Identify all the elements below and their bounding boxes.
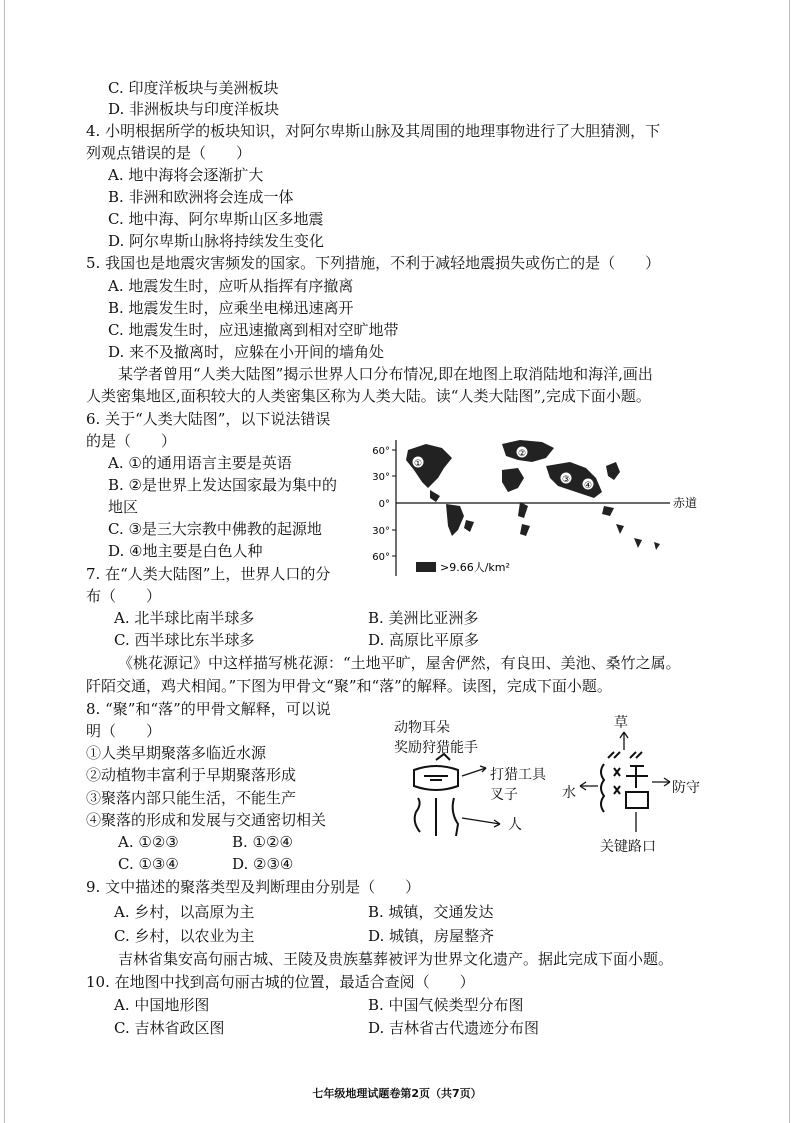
q4-option-a: A. 地中海将会逐渐扩大 [108, 166, 264, 184]
q6-stem-cont: 的是（ ） [86, 432, 177, 450]
q5-option-c: C. 地震发生时，应迅速撤离到相对空旷地带 [108, 321, 399, 339]
q3-option-c: C. 印度洋板块与美洲板块 [108, 79, 279, 97]
q9-option-c: C. 乡村，以农业为主 [114, 927, 255, 945]
q6-option-d: D. ④地主要是白色人种 [108, 542, 263, 560]
q10-option-b: B. 中国气候类型分布图 [368, 996, 524, 1014]
luo-character-glyph [574, 730, 678, 836]
q8-statement-3: ③聚落内部只能生活，不能生产 [86, 789, 297, 807]
q5-option-a: A. 地震发生时，应听从指挥有序撤离 [108, 277, 354, 295]
q6-option-c: C. ③是三大宗教中佛教的起源地 [108, 520, 322, 538]
q4-option-b: B. 非洲和欧洲将会连成一体 [108, 188, 294, 206]
q6-option-b-cont: 地区 [108, 498, 139, 516]
q9-option-a: A. 乡村，以高原为主 [114, 903, 255, 921]
q4-option-d: D. 阿尔卑斯山脉将持续发生变化 [108, 232, 325, 250]
scan-edge-left [4, 0, 5, 1123]
equator-label: 赤道 [673, 496, 698, 510]
ju-character-glyph [400, 752, 510, 848]
region-mark-3: ③ [561, 475, 571, 485]
q8-option-c: C. ①③④ [118, 855, 179, 873]
legend-label: >9.66人/km² [440, 561, 510, 574]
q8-statement-2: ②动植物丰富利于早期聚落形成 [86, 766, 297, 784]
q8-stem: 8. “聚”和“落”的甲骨文解释，可以说 [86, 700, 331, 718]
region-mark-4: ④ [583, 481, 593, 491]
region-asia [546, 462, 602, 498]
map-intro: 某学者曾用“人类大陆图”揭示世界人口分布情况,即在地图上取消陆地和海洋,画出 [118, 365, 653, 383]
population-map [370, 436, 710, 582]
lat-label-0: 0° [378, 499, 390, 510]
ju-label-animal-ears: 动物耳朵 [394, 720, 450, 736]
region-mark-2: ② [517, 449, 527, 459]
map-intro-cont: 人类密集地区,面积较大的人类密集区称为人类大陆。读“人类大陆图”,完成下面小题。 [86, 387, 651, 405]
q10-option-a: A. 中国地形图 [114, 996, 210, 1014]
q7-stem: 7. 在“人类大陆图”上，世界人口的分 [86, 565, 331, 583]
q9-stem: 9. 文中描述的聚落类型及判断理由分别是（ ） [86, 878, 421, 896]
q5-option-b: B. 地震发生时，应乘坐电梯迅速离开 [108, 299, 354, 317]
lat-label-60n: 60° [372, 446, 390, 457]
q10-option-d: D. 吉林省古代遗迹分布图 [368, 1019, 540, 1037]
q9-option-b: B. 城镇，交通发达 [368, 903, 494, 921]
q8-stem-cont: 明（ ） [86, 722, 162, 740]
q6-option-b: B. ②是世界上发达国家最为集中的 [108, 476, 338, 494]
q7-stem-cont: 布（ ） [86, 587, 162, 605]
q10-stem: 10. 在地图中找到高句丽古城的位置，最适合查阅（ ） [86, 973, 475, 991]
ju-label-person: 人 [508, 817, 522, 833]
q4-option-c: C. 地中海、阿尔卑斯山区多地震 [108, 210, 324, 228]
luo-label-defense: 防守 [672, 780, 700, 796]
legend-swatch [416, 562, 436, 572]
q6-stem: 6. 关于“人类大陆图”，以下说法错误 [86, 410, 331, 428]
page-footer: 七年级地理试题卷第2页（共7页） [312, 1087, 482, 1100]
q9-option-d: D. 城镇，房屋整齐 [368, 927, 495, 945]
q7-option-d: D. 高原比平原多 [368, 631, 480, 649]
scan-edge-right [789, 0, 790, 1123]
lat-label-30n: 30° [372, 472, 390, 483]
lat-label-60s: 60° [372, 552, 390, 563]
taohuayuan-intro: 《桃花源记》中这样描写桃花源：“土地平旷，屋舍俨然，有良田、美池、桑竹之属。 [118, 654, 681, 672]
q6-option-a: A. ①的通用语言主要是英语 [108, 454, 292, 472]
q8-statement-4: ④聚落的形成和发展与交通密切相关 [86, 811, 327, 829]
q8-option-d: D. ②③④ [232, 855, 294, 873]
lat-label-30s: 30° [372, 526, 390, 537]
region-mark-1: ① [413, 459, 423, 469]
ju-label-hunting-tool: 打猎工具 [490, 767, 546, 783]
jilin-intro: 吉林省集安高句丽古城、王陵及贵族墓葬被评为世界文化遗产。据此完成下面小题。 [118, 950, 674, 968]
region-africa [502, 468, 524, 492]
luo-label-key-junction: 关键路口 [600, 839, 656, 855]
q8-option-b: B. ①②④ [232, 833, 293, 851]
region-south-america [446, 504, 464, 536]
q5-stem: 5. 我国也是地震灾害频发的国家。下列措施，不利于减轻地震损失或伤亡的是（ ） [86, 254, 661, 272]
taohuayuan-intro-cont: 阡陌交通，鸡犬相闻。”下图为甲骨文“聚”和“落”的解释。读图，完成下面小题。 [86, 677, 612, 695]
q8-option-a: A. ①②③ [118, 833, 179, 851]
ju-label-fork: 叉子 [490, 787, 518, 803]
luo-label-grass: 草 [614, 715, 628, 731]
q7-option-a: A. 北半球比南半球多 [114, 609, 255, 627]
q5-option-d: D. 来不及撤离时，应躲在小开间的墙角处 [108, 343, 385, 361]
ju-label-reward-hunter: 奖励狩猎能手 [394, 740, 478, 756]
q8-statement-1: ①人类早期聚落多临近水源 [86, 744, 267, 762]
q4-stem-cont: 列观点错误的是（ ） [86, 144, 252, 162]
q10-option-c: C. 吉林省政区图 [114, 1019, 225, 1037]
q3-option-d: D. 非洲板块与印度洋板块 [108, 100, 280, 118]
q7-option-b: B. 美洲比亚洲多 [368, 609, 479, 627]
q4-stem: 4. 小明根据所学的板块知识，对阿尔卑斯山脉及其周围的地理事物进行了大胆猜测，下 [86, 122, 661, 140]
q7-option-c: C. 西半球比东半球多 [114, 631, 255, 649]
luo-label-water: 水 [562, 785, 576, 801]
